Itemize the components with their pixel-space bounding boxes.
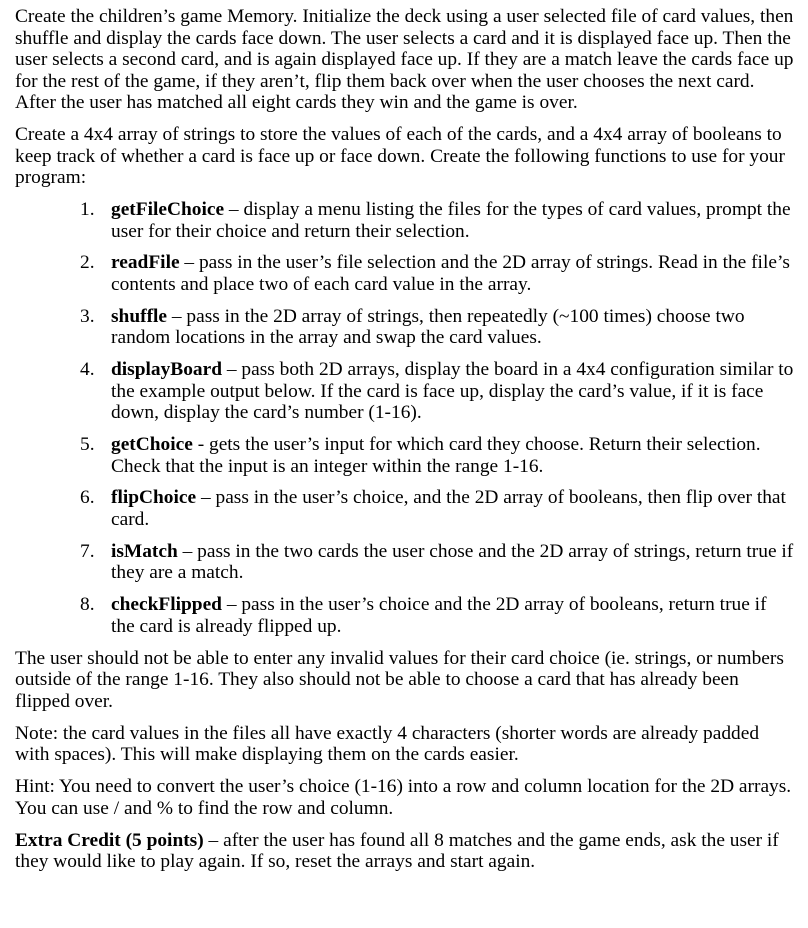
function-item [15,434,794,477]
function-description: - gets the user’s input for which card they choose. Return their selection. Check that the input is an integer within the range 1-16. [111,434,761,477]
arrays-paragraph: Create a 4x4 array of strings to store the values of each of the cards, and a 4x4 array of booleans to keep track of whether a card is face up or face down. Create the following functions to use for your program: [15,124,785,188]
function-name: shuffle [111,305,168,327]
function-name: isMatch [111,540,178,562]
function-number: 4. [80,359,95,381]
intro-paragraph: Create the children’s game Memory. Initialize the deck using a user selected file of card values, then shuffle and display the cards face down. The user selects a card and it is displayed face up. Then the user selects a second card, and is again displayed face up. If they are a match leave the cards face up for the rest of the game, if they aren’t, flip them back over when the user chooses the next card. After the user has matched all eight cards they win and the game is over. [15,6,794,113]
note-paragraph: Note: the card values in the files all have exactly 4 characters (shorter words are already padded with spaces). This will make displaying them on the cards easier. [15,722,760,766]
function-item [15,487,794,530]
function-description: – pass in the two cards the user chose and the 2D array of strings, return true if they are a match. [111,540,794,584]
function-item [15,541,794,584]
function-description: – pass in the user’s choice and the 2D array of booleans, return true if the card is already flipped up. [111,594,767,637]
function-number: 8. [80,594,95,616]
function-name: checkFlipped [111,594,222,616]
function-item [15,359,794,424]
function-item [15,594,794,637]
extra-credit-paragraph [15,830,794,873]
function-number: 7. [80,540,95,562]
function-item [15,199,794,242]
extra-credit-text: – after the user has found all 8 matches and the game ends, ask the user if they would like to play again. If so, reset the arrays and start again. [15,829,779,873]
function-item [15,306,794,349]
function-number: 5. [80,434,95,456]
function-number: 6. [80,487,95,509]
function-number: 2. [80,252,95,274]
function-description: – pass in the user’s choice, and the 2D array of booleans, then flip over that card. [111,487,786,530]
function-number: 3. [80,305,95,327]
extra-credit-label: Extra Credit (5 points) [15,829,204,851]
function-name: getChoice [111,434,193,456]
function-description: – pass in the 2D array of strings, then repeatedly (~100 times) choose two random locations in the array and swap the card values. [111,305,745,349]
function-description: – pass both 2D arrays, display the board in a 4x4 configuration similar to the example output below. If the card is face up, display the card’s value, if it is face down, display the card’s number (1-16). [111,359,794,424]
function-name: readFile [111,252,180,274]
function-description: – display a menu listing the files for the types of card values, prompt the user for their choice and return their selection. [111,199,791,242]
invalid-input-paragraph: The user should not be able to enter any invalid values for their card choice (ie. strings, or numbers outside of the range 1-16. They also should not be able to choose a card that has already been flipped over. [15,647,784,712]
function-number: 1. [80,199,95,220]
function-name: displayBoard [111,359,222,381]
function-name: getFileChoice [111,199,225,220]
function-item [15,252,794,295]
hint-paragraph: Hint: You need to convert the user’s choice (1-16) into a row and column location for the 2D arrays. You can use / and % to find the row and column. [15,776,792,819]
function-list [15,199,794,637]
function-name: flipChoice [111,487,197,509]
function-description: – pass in the user’s file selection and the 2D array of strings. Read in the file’s contents and place two of each card value in the array. [111,252,790,295]
